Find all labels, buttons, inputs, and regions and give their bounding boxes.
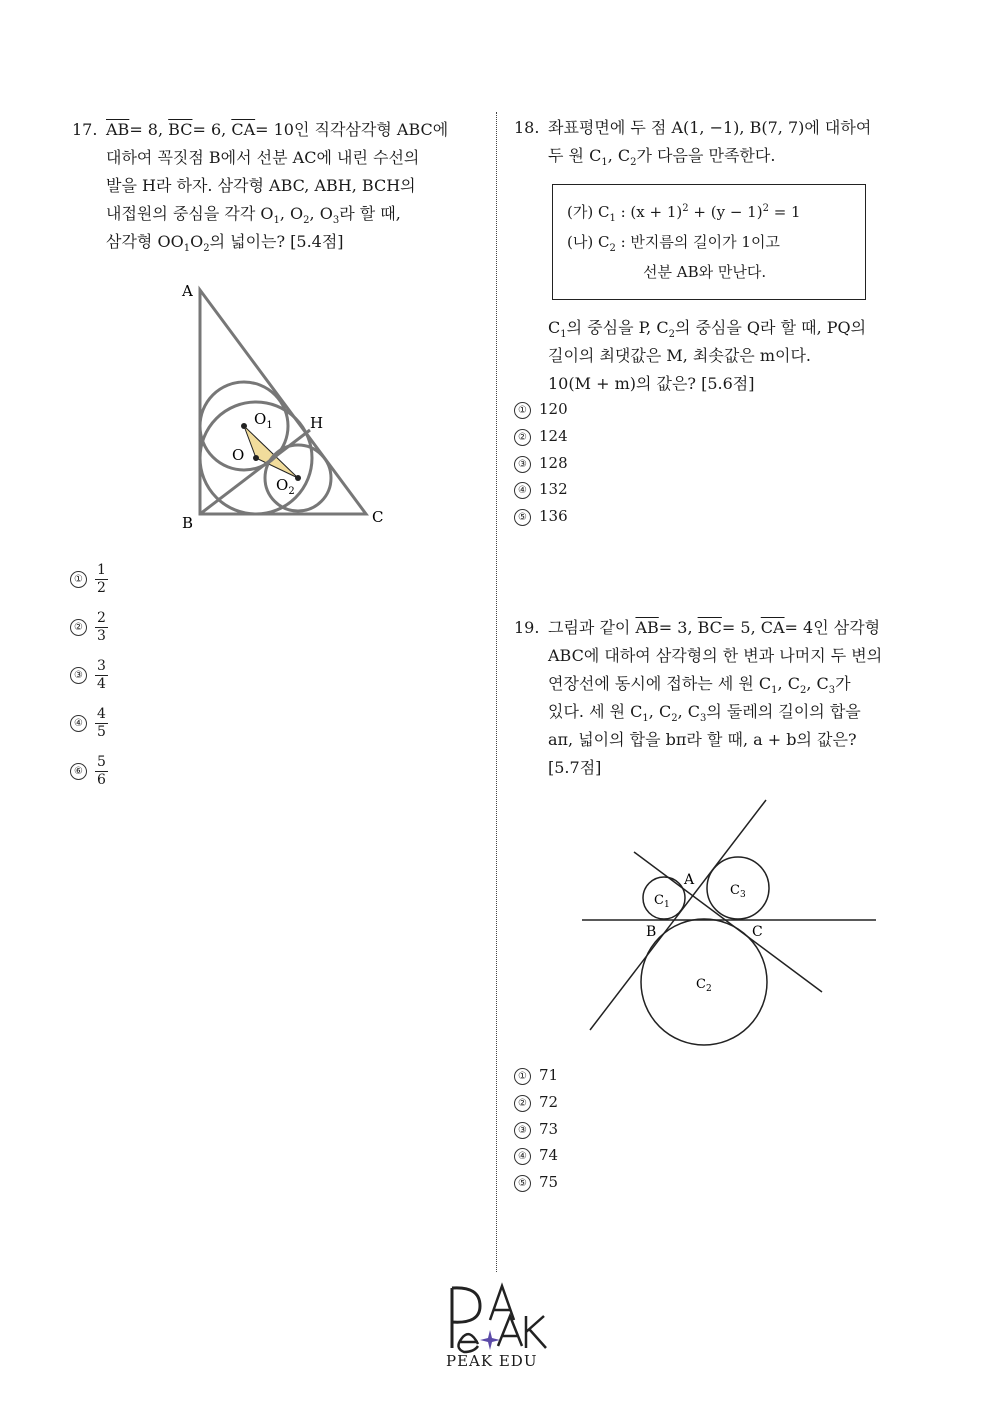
label-c: C bbox=[752, 924, 763, 940]
column-divider bbox=[496, 112, 497, 1272]
line-ac bbox=[634, 852, 822, 992]
label-c2: $C_2$ bbox=[696, 977, 712, 994]
point-o1 bbox=[241, 423, 247, 429]
condition-na-line2: 선분 AB와 만난다. bbox=[643, 263, 767, 281]
problem-number: 17. bbox=[72, 120, 98, 139]
point-o bbox=[253, 455, 259, 461]
label-b: B bbox=[182, 514, 194, 532]
label-a: A bbox=[182, 282, 193, 300]
point-o2 bbox=[295, 475, 301, 481]
choice-18-4[interactable]: ④ 132 bbox=[514, 480, 568, 499]
label-a: A bbox=[684, 872, 695, 888]
label-o2: $O_2$ bbox=[276, 476, 295, 497]
condition-na: (나) $C_2$ : 반지름의 길이가 1이고 bbox=[567, 233, 780, 254]
label-o: O bbox=[232, 446, 245, 464]
label-h: H bbox=[310, 414, 324, 432]
problem-number: 18. bbox=[514, 118, 540, 137]
choice-18-1[interactable]: ① 120 bbox=[514, 400, 568, 419]
problem-text: 좌표평면에 두 점 A(1, −1), B(7, 7)에 대하여 두 원 $C_1$, $C_2$가 다음을 만족한다. bbox=[548, 118, 872, 169]
logo-text: PEAK EDU bbox=[446, 1352, 538, 1370]
problem-text: 그림과 같이 $\overline{AB}= 3$, $\overline{BC}= 5$, $\overline{CA}= 4$인 삼각형 ABC에 대하여 삼각형의 한 변과 나머지 두 변의 연장선에 동시에 접하는 세 원 $C_1$, $C_2$, $C_3$가 있다. 세 원 $C_1$, $C_2$, $C_3$의 둘레의 길이의 합을 aπ, 넓이의 합을 bπ라 할 때, a + b의 값은? [5.7점] bbox=[548, 618, 883, 777]
choice-17-2[interactable]: ② $\frac{2}{3}$ bbox=[70, 610, 108, 645]
triangle-figure-17 bbox=[176, 276, 396, 536]
choice-18-3[interactable]: ③ 128 bbox=[514, 454, 568, 473]
choice-17-1[interactable]: ① $\frac{1}{2}$ bbox=[70, 562, 108, 597]
excircle-figure-19 bbox=[576, 796, 886, 1056]
choice-19-1[interactable]: ① 71 bbox=[514, 1066, 558, 1085]
problem-number: 19. bbox=[514, 618, 540, 637]
choice-17-5[interactable]: ⑥ $\frac{5}{6}$ bbox=[70, 754, 108, 789]
problem-text: $\overline{AB}= 8$, $\overline{BC}= 6$, $\overline{CA}= 10$인 직각삼각형 ABC에 대하여 꼭짓점 B에서 선분 AC에 내린 수선의 발을 H라 하자. 삼각형 ABC, ABH, BCH의 내접원의 중심을 각각 $O_1$, $O_2$, $O_3$라 할 때, 삼각형 $OO_1O_2$의 넓이는? [5.4점] bbox=[106, 120, 449, 255]
circle-c1 bbox=[643, 877, 685, 919]
label-o1: $O_1$ bbox=[254, 410, 273, 431]
choice-18-5[interactable]: ⑤ 136 bbox=[514, 507, 568, 526]
choice-19-3[interactable]: ③ 73 bbox=[514, 1120, 558, 1139]
line-ab bbox=[590, 800, 766, 1030]
choice-17-4[interactable]: ④ $\frac{4}{5}$ bbox=[70, 706, 108, 741]
condition-box bbox=[552, 184, 866, 300]
label-c1: $C_1$ bbox=[654, 893, 670, 910]
label-b: B bbox=[646, 924, 657, 940]
label-c3: $C_3$ bbox=[730, 883, 746, 900]
choice-19-5[interactable]: ⑤ 75 bbox=[514, 1173, 558, 1192]
choice-17-3[interactable]: ③ $\frac{3}{4}$ bbox=[70, 658, 108, 693]
problem-text-cont: $C_1$의 중심을 P, $C_2$의 중심을 Q라 할 때, PQ의 길이의 최댓값은 M, 최솟값은 m이다. 10(M + m)의 값은? [5.6점] bbox=[548, 318, 867, 393]
label-c: C bbox=[372, 508, 384, 526]
choice-18-2[interactable]: ② 124 bbox=[514, 427, 568, 446]
choice-19-4[interactable]: ④ 74 bbox=[514, 1146, 558, 1165]
choice-19-2[interactable]: ② 72 bbox=[514, 1093, 558, 1112]
condition-ga: (가) $C_1$ : $(x + 1)^2 + (y - 1)^2 = 1$ bbox=[567, 203, 801, 224]
